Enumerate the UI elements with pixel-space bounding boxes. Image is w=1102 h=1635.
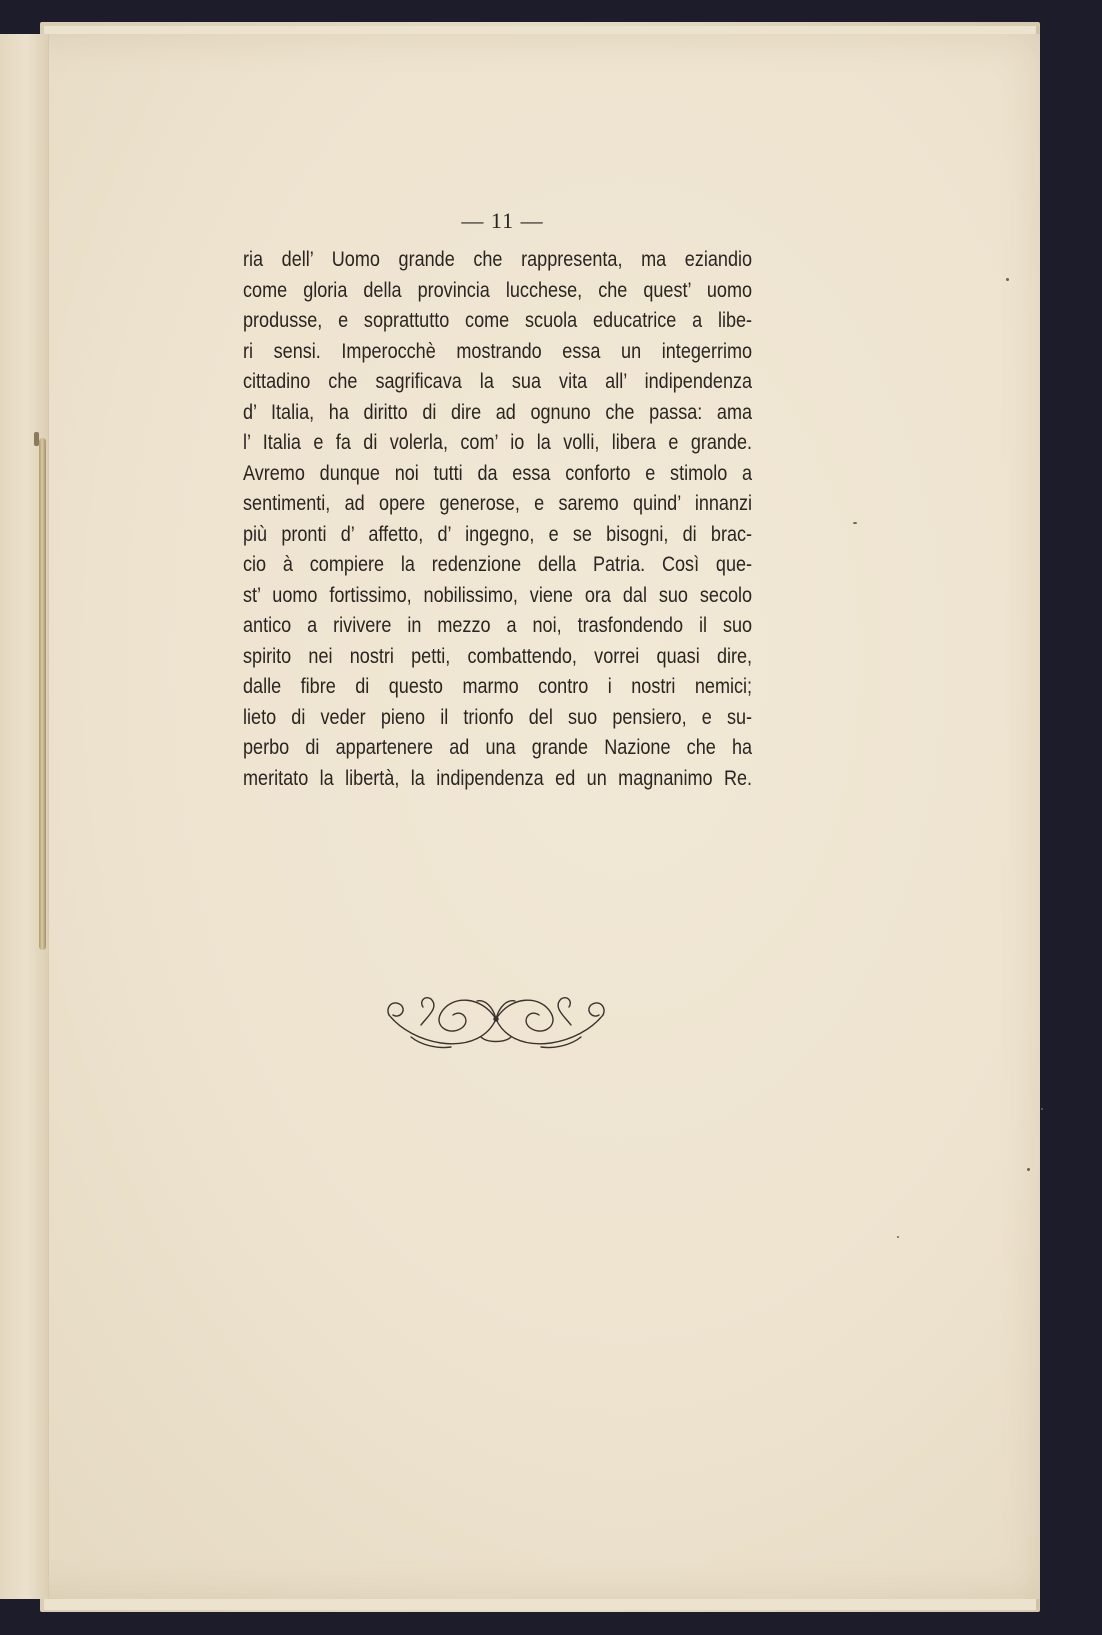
text-line: cio à compiere la redenzione della Patria. Così que- <box>243 553 753 576</box>
page-number: — 11 — <box>461 208 544 233</box>
text-line: perbo di appartenere ad una grande Nazione che ha <box>243 736 753 759</box>
text-line: meritato la libertà, la indipendenza ed un magnanimo Re. <box>243 766 753 790</box>
paper-speck <box>1041 1108 1043 1110</box>
paper-speck <box>1006 278 1009 281</box>
floral-flourish-icon <box>381 985 611 1055</box>
text-line: più pronti d’ affetto, d’ ingegno, e se bisogni, di brac- <box>243 522 753 546</box>
text-line: spirito nei nostri petti, combattendo, vorrei quasi dire, <box>243 644 753 668</box>
text-line: cittadino che sagrificava la sua vita all’ indipendenza <box>243 370 753 393</box>
text-line: produsse, e soprattutto come scuola educatrice a libe- <box>243 309 753 332</box>
binding-thread <box>39 438 46 950</box>
body-text <box>243 245 752 794</box>
text-line: dalle fibre di questo marmo contro i nostri nemici; <box>243 675 753 698</box>
paper-speck <box>853 522 857 524</box>
paper-speck <box>1027 1168 1030 1171</box>
paper-speck <box>897 1236 899 1238</box>
text-line: sentimenti, ad opere generose, e saremo quind’ innanzi <box>243 492 753 515</box>
text-line: come gloria della provincia lucchese, che quest’ uomo <box>243 278 753 302</box>
text-line: l’ Italia e fa di volerla, com’ io la volli, libera e grande. <box>243 431 753 454</box>
text-line: st’ uomo fortissimo, nobilissimo, viene ora dal suo secolo <box>243 583 753 607</box>
binding-thread-tip <box>34 432 39 446</box>
text-line: antico a rivivere in mezzo a noi, trasfondendo il suo <box>243 614 753 637</box>
text-line: Avremo dunque noi tutti da essa conforto e stimolo a <box>243 461 753 485</box>
text-line: d’ Italia, ha diritto di dire ad ognuno che passa: ama <box>243 400 753 424</box>
text-line: lieto di veder pieno il trionfo del suo pensiero, e su- <box>243 705 753 729</box>
text-line: ri sensi. Imperocchè mostrando essa un integerrimo <box>243 339 753 363</box>
text-line: ria dell’ Uomo grande che rappresenta, ma eziandio <box>243 248 753 271</box>
